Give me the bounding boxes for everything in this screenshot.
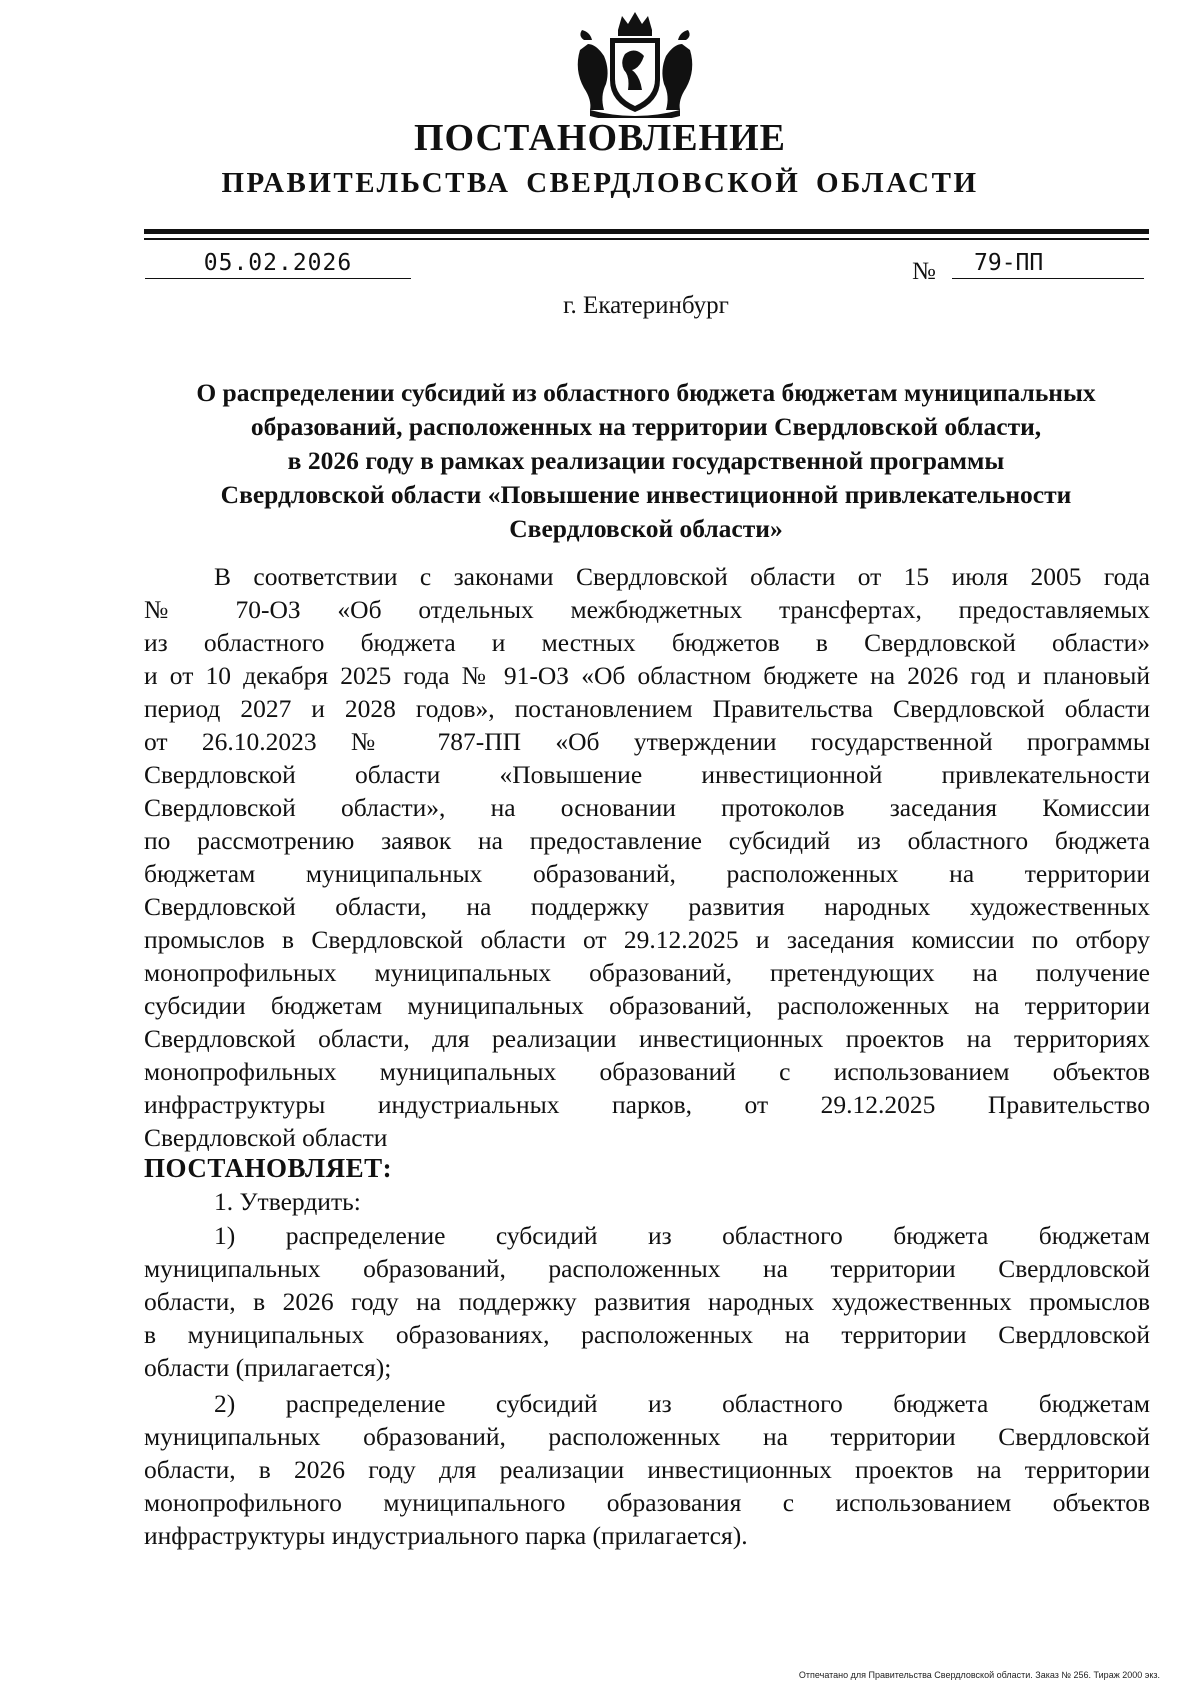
document-title-line: образований, расположенных на территории Свердловской области, bbox=[250, 412, 1042, 441]
header-divider-thick bbox=[144, 229, 1149, 234]
text-line: муниципальных образований, расположенных на территории Свердловской bbox=[144, 1422, 1150, 1451]
document-title-line: О распределении субсидий из областного бюджета бюджетам муниципальных bbox=[196, 378, 1096, 407]
text-line: 1) распределение субсидий из областного бюджета бюджетам bbox=[214, 1221, 1150, 1250]
text-line: Свердловской области», на основании протоколов заседания Комиссии bbox=[144, 793, 1150, 822]
document-date: 05.02.2026 bbox=[145, 250, 411, 279]
text-line: Свердловской области bbox=[144, 1123, 388, 1152]
number-sign: № bbox=[912, 258, 936, 285]
text-line: бюджетам муниципальных образований, расположенных на территории bbox=[144, 859, 1150, 888]
document-title-line: Свердловской области «Повышение инвестиционной привлекательности bbox=[220, 480, 1072, 509]
text-line: от 26.10.2023 № 787-ПП «Об утверждении государственной программы bbox=[144, 727, 1150, 756]
document-type-heading: ПОСТАНОВЛЕНИЕ bbox=[413, 117, 787, 159]
text-line: в муниципальных образованиях, расположенных на территории Свердловской bbox=[144, 1320, 1150, 1349]
text-line: области, в 2026 году на поддержку развития народных художественных промыслов bbox=[144, 1287, 1150, 1316]
resolution-block bbox=[144, 1152, 1150, 1218]
issuing-authority-heading: ПРАВИТЕЛЬСТВА СВЕРДЛОВСКОЙ ОБЛАСТИ bbox=[221, 167, 979, 199]
document-number: 79-ПП bbox=[974, 250, 1044, 276]
text-line: Свердловской области «Повышение инвестиционной привлекательности bbox=[144, 760, 1150, 789]
text-line: по рассмотрению заявок на предоставление субсидий из областного бюджета bbox=[144, 826, 1150, 855]
text-line: инфраструктуры индустриального парка (прилагается). bbox=[144, 1521, 748, 1550]
text-line: Свердловской области, на поддержку развития народных художественных bbox=[144, 892, 1150, 921]
text-line: муниципальных образований, расположенных на территории Свердловской bbox=[144, 1254, 1150, 1283]
resolve-heading: ПОСТАНОВЛЯЕТ: bbox=[144, 1153, 393, 1183]
clause-1: 1. Утвердить: bbox=[214, 1187, 361, 1216]
text-line: № 70-ОЗ «Об отдельных межбюджетных трансфертах, предоставляемых bbox=[144, 595, 1150, 624]
document-title-line: в 2026 году в рамках реализации государственной программы bbox=[287, 446, 1005, 475]
document-title bbox=[140, 376, 1152, 546]
document-number-field bbox=[952, 250, 1144, 279]
item-2-paragraph bbox=[144, 1387, 1150, 1552]
text-line: период 2027 и 2028 годов», постановлением Правительства Свердловской области bbox=[144, 694, 1150, 723]
text-line: Свердловской области, для реализации инвестиционных проектов на территориях bbox=[144, 1024, 1150, 1053]
text-line: и от 10 декабря 2025 года № 91-ОЗ «Об областном бюджете на 2026 год и плановый bbox=[144, 661, 1150, 690]
text-line: монопрофильного муниципального образования с использованием объектов bbox=[144, 1488, 1150, 1517]
item-1-paragraph bbox=[144, 1219, 1150, 1384]
document-title-line: Свердловской области» bbox=[509, 514, 783, 543]
text-line: субсидии бюджетам муниципальных образований, расположенных на территории bbox=[144, 991, 1150, 1020]
text-line: 2) распределение субсидий из областного бюджета бюджетам bbox=[214, 1389, 1150, 1418]
text-line: области (прилагается); bbox=[144, 1353, 392, 1382]
text-line: области, в 2026 году для реализации инвестиционных проектов на территории bbox=[144, 1455, 1150, 1484]
text-line: монопрофильных муниципальных образований с использованием объектов bbox=[144, 1057, 1150, 1086]
city-name: г. Екатеринбург bbox=[563, 292, 729, 319]
text-line: инфраструктуры индустриальных парков, от 29.12.2025 Правительство bbox=[144, 1090, 1150, 1119]
text-line: монопрофильных муниципальных образований, претендующих на получение bbox=[144, 958, 1150, 987]
text-line: В соответствии с законами Свердловской области от 15 июля 2005 года bbox=[214, 562, 1150, 591]
header-divider-thin bbox=[144, 238, 1149, 240]
print-imprint: Отпечатано для Правительства Свердловской области. Заказ № 256. Тираж 2000 экз. bbox=[798, 1670, 1160, 1680]
text-line: из областного бюджета и местных бюджетов в Свердловской области» bbox=[144, 628, 1150, 657]
text-line: промыслов в Свердловской области от 29.12.2025 и заседания комиссии по отбору bbox=[144, 925, 1150, 954]
preamble-paragraph bbox=[144, 560, 1150, 1154]
coat-of-arms-emblem bbox=[570, 10, 700, 118]
